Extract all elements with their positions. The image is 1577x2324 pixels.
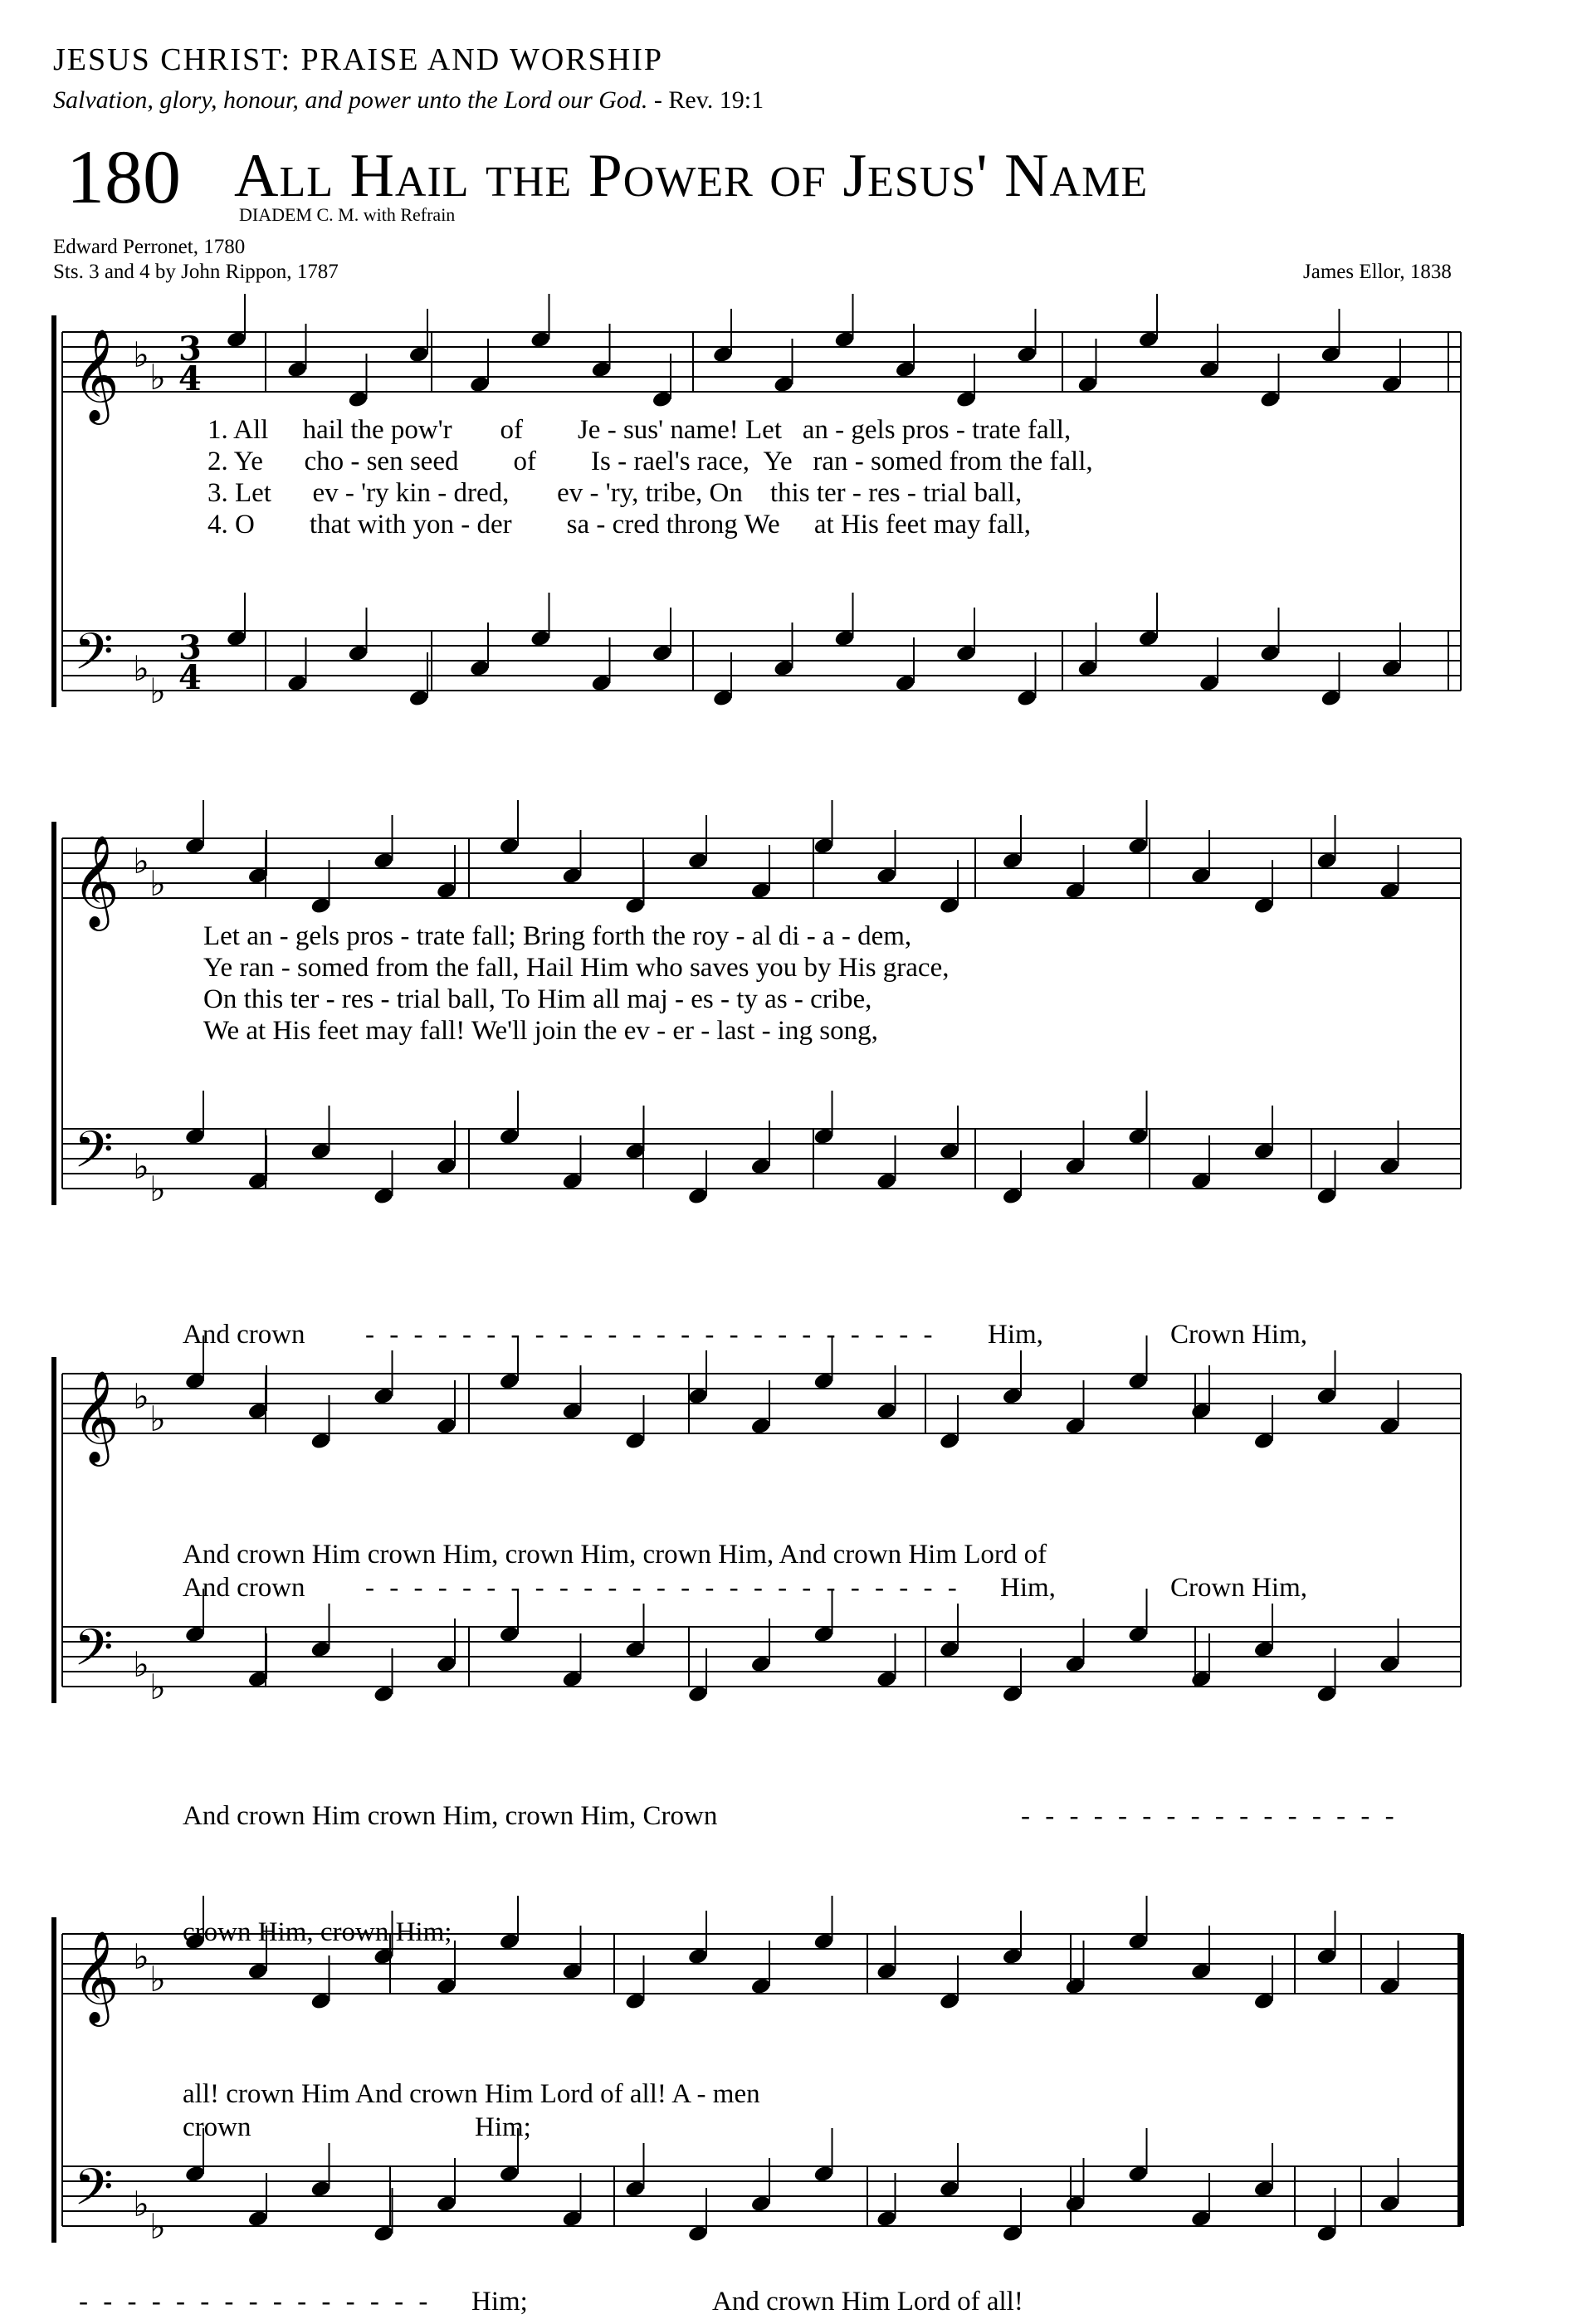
bass-clef-icon: 𝄢 [74, 622, 114, 694]
hymn-title: All Hail the Power of Jesus' Name [234, 142, 1149, 210]
treble-clef-icon: 𝄞 [72, 834, 120, 927]
flat-icon: ♭ [149, 357, 166, 398]
treble-clef-icon: 𝄞 [72, 328, 120, 421]
flat-icon: ♭ [149, 1959, 166, 1999]
flat-icon: ♭ [149, 671, 166, 711]
time-signature: 3 [178, 628, 202, 667]
flat-icon: ♭ [149, 1667, 166, 1707]
final-tenor-him: Him; [475, 2112, 531, 2142]
final-bass-him: Him; [471, 2287, 528, 2317]
bass-clef-icon: 𝄢 [74, 1120, 114, 1192]
verse-2-line-1: 2. Ye cho - sen seed of Is - rael's race, Ye ran - somed from the fall, [208, 447, 1093, 476]
flat-icon: ♭ [133, 1146, 149, 1187]
refrain-tenor-and-crown: And crown [183, 1573, 305, 1603]
refrain-upper-crown-him: Crown Him, [1170, 1320, 1307, 1350]
author-line-1: Edward Perronet, 1780 [53, 236, 246, 258]
flat-icon: ♭ [133, 1376, 149, 1417]
flat-icon: ♭ [149, 2206, 166, 2247]
final-tenor-crown: crown [183, 2112, 251, 2142]
section-heading: JESUS CHRIST: PRAISE AND WORSHIP [53, 42, 663, 77]
flat-icon: ♭ [133, 841, 149, 881]
refrain-upper-dashes: - - - - - - - - - - - - - - - - - - - - - - - - [365, 1320, 937, 1350]
composer-credit: James Ellor, 1838 [1303, 261, 1452, 283]
flat-icon: ♭ [133, 1644, 149, 1685]
final-bass-dashes: - - - - - - - - - - - - - - - [79, 2287, 432, 2317]
hymn-number: 180 [66, 134, 181, 219]
verse-4-line-2: We at His feet may fall! We'll join the ev - er - last - ing song, [203, 1016, 878, 1046]
verse-2-line-2: Ye ran - somed from the fall, Hail Him who saves you by His grace, [203, 953, 950, 983]
refrain-bass-dashes: - - - - - - - - - - - - - - - - [1021, 1801, 1399, 1831]
verse-3-line-1: 3. Let ev - 'ry kin - dred, ev - 'ry, tribe, On this ter - res - trial ball, [208, 478, 1023, 508]
final-melody-line: all! crown Him And crown Him Lord of all! A - men [183, 2079, 760, 2109]
author-line-2: Sts. 3 and 4 by John Rippon, 1787 [53, 261, 339, 283]
time-signature: 4 [178, 359, 202, 398]
verse-1-line-2: Let an - gels pros - trate fall; Bring forth the roy - al di - a - dem, [203, 921, 912, 951]
treble-clef-icon: 𝄞 [72, 1370, 120, 1462]
refrain-bass-line: And crown Him crown Him, crown Him, Crown [183, 1801, 718, 1831]
refrain-tenor-dashes: - - - - - - - - - - - - - - - - - - - - - - - - - [365, 1573, 961, 1603]
final-upper-line: crown Him, crown Him; [183, 1917, 452, 1947]
refrain-upper-him: Him, [988, 1320, 1043, 1350]
scripture-reference: - Rev. 19:1 [647, 86, 764, 114]
refrain-upper-and-crown: And crown [183, 1320, 305, 1350]
tune-name: DIADEM C. M. with Refrain [239, 204, 456, 225]
verse-1-line-1: 1. All hail the pow'r of Je - sus' name! Let an - gels pros - trate fall, [208, 415, 1072, 445]
verse-3-line-2: On this ter - res - trial ball, To Him all maj - es - ty as - cribe, [203, 984, 872, 1014]
flat-icon: ♭ [149, 1169, 166, 1209]
time-signature: 4 [178, 658, 202, 697]
flat-icon: ♭ [149, 863, 166, 904]
verse-4-line-1: 4. O that with yon - der sa - cred throng We at His feet may fall, [208, 510, 1032, 540]
treble-clef-icon: 𝄞 [72, 1930, 120, 2023]
flat-icon: ♭ [133, 2184, 149, 2224]
final-bass-rest: And crown Him Lord of all! [712, 2287, 1023, 2317]
flat-icon: ♭ [133, 1936, 149, 1977]
refrain-melody-line: And crown Him crown Him, crown Him, crown Him, And crown Him Lord of [183, 1540, 1047, 1570]
flat-icon: ♭ [133, 334, 149, 375]
time-signature: 3 [178, 330, 202, 369]
bass-clef-icon: 𝄢 [74, 1618, 114, 1690]
refrain-tenor-him: Him, [1000, 1573, 1056, 1603]
refrain-tenor-crown-him: Crown Him, [1170, 1573, 1307, 1603]
flat-icon: ♭ [149, 1399, 166, 1439]
scripture-text: Salvation, glory, honour, and power unto the Lord our God. [53, 86, 648, 114]
bass-clef-icon: 𝄢 [74, 2158, 114, 2229]
flat-icon: ♭ [133, 648, 149, 689]
